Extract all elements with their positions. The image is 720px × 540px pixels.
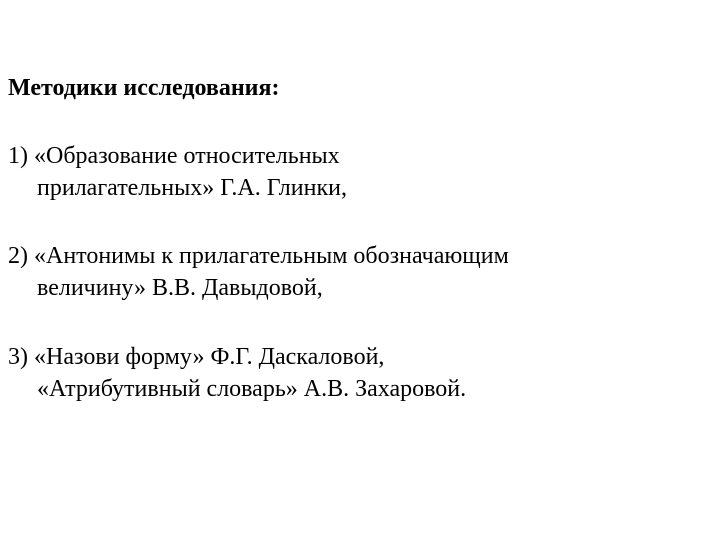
method-item-3 <box>8 341 466 405</box>
method-item-2-line-2: величину» В.В. Давыдовой, <box>37 275 323 301</box>
method-item-1-line-1: 1) «Образование относительных <box>8 143 340 169</box>
method-item-1 <box>8 140 347 204</box>
method-item-2 <box>8 240 509 304</box>
method-item-1-line-2: прилагательных» Г.А. Глинки, <box>37 175 347 201</box>
slide-heading: Методики исследования: <box>8 75 280 101</box>
method-item-2-line-1: 2) «Антонимы к прилагательным обозначающим <box>8 243 509 269</box>
method-item-3-line-2: «Атрибутивный словарь» А.В. Захаровой. <box>37 376 467 402</box>
method-item-3-line-1: 3) «Назови форму» Ф.Г. Даскаловой, <box>8 344 385 370</box>
